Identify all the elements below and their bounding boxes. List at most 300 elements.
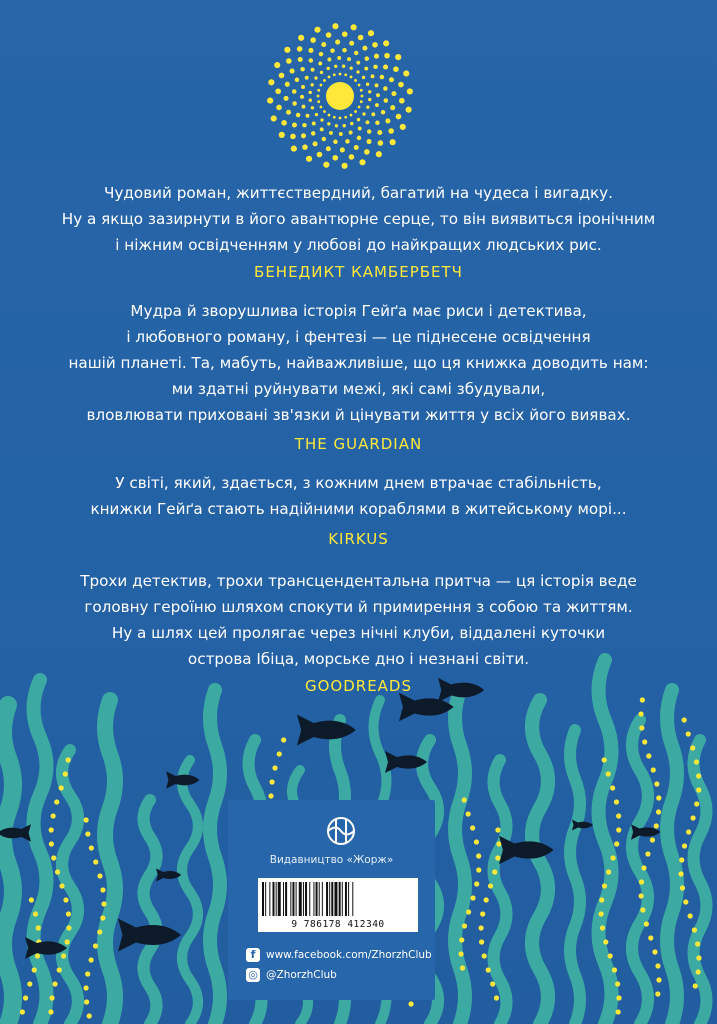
sun-ray-dot	[381, 110, 385, 114]
sun-ray-dot	[327, 67, 330, 70]
bubble-dot	[600, 925, 605, 930]
sun-ray-dot	[300, 67, 304, 71]
bubble-dot	[55, 869, 60, 874]
sun-ray-dot	[274, 62, 280, 68]
sun-ray-dot	[395, 54, 401, 60]
bubble-dot	[281, 737, 286, 742]
sun-ray-dot	[360, 89, 363, 92]
sun-ray-dot	[310, 83, 313, 86]
bubble-dot	[84, 999, 89, 1004]
sun-ray-dot	[279, 73, 285, 79]
quote-line: і ніжним освідченням у любові до найкращих людських рис.	[115, 236, 602, 254]
sun-ray-dot	[383, 64, 388, 69]
sun-ray-dot	[320, 127, 324, 131]
bubble-dot	[479, 939, 484, 944]
bubble-dot	[100, 887, 105, 892]
isbn-barcode	[258, 878, 418, 932]
quote-1	[40, 180, 677, 258]
sun-ray-dot	[339, 117, 342, 120]
bubble-dot	[84, 817, 89, 822]
bubble-dot	[610, 785, 615, 790]
bubble-dot	[87, 1013, 92, 1018]
bubble-dot	[688, 913, 693, 918]
sun-ray-dot	[326, 32, 332, 38]
sun-ray-dot	[356, 70, 359, 73]
bubble-dot	[83, 985, 88, 990]
barcode-bar	[299, 882, 302, 916]
bubble-dot	[696, 955, 701, 960]
seaweed-strand	[494, 760, 507, 1024]
bubble-dot	[693, 983, 698, 988]
sun-ray-dot	[365, 120, 369, 124]
sun-ray-dot	[326, 146, 331, 151]
bubble-dot	[476, 867, 481, 872]
sun-ray-dot	[347, 57, 351, 61]
quote-line: нашій планеті. Та, мабуть, найважливіше, що ця книжка доводить нам:	[68, 354, 649, 372]
barcode-bar	[329, 882, 330, 916]
sun-ray-dot	[359, 159, 365, 165]
bubble-dot	[640, 907, 645, 912]
facebook-icon: f	[246, 948, 260, 962]
bubble-dot	[89, 845, 94, 850]
sun-ray-dot	[301, 133, 306, 138]
bubble-dot	[639, 893, 644, 898]
bubble-dot	[478, 925, 483, 930]
sun-ray-dot	[335, 40, 340, 45]
bubble-dot	[645, 851, 650, 856]
sun-ray-dot	[373, 65, 377, 69]
bubble-dot	[272, 765, 277, 770]
sun-ray-dot	[310, 37, 316, 43]
sun-ray-dot	[349, 154, 355, 160]
sun-ray-dot	[320, 118, 323, 121]
bubble-dot	[49, 995, 54, 1000]
fish-icon	[297, 715, 356, 746]
bubble-dot	[656, 977, 661, 982]
quote-line: вловлювати приховані зв'язки й цінувати життя у всіх його виявах.	[86, 406, 631, 424]
barcode-bar	[334, 882, 337, 916]
sun-ray-dot	[311, 131, 315, 135]
bubble-dot	[486, 967, 491, 972]
bubble-dot	[656, 795, 661, 800]
sun-ray-dot	[407, 88, 413, 94]
bubble-dot	[678, 871, 683, 876]
bubble-dot	[612, 967, 617, 972]
bubble-dot	[614, 841, 619, 846]
bubble-dot	[615, 981, 620, 986]
sun-ray-dot	[333, 73, 336, 76]
barcode-bar	[296, 882, 297, 916]
bubble-dot	[650, 837, 655, 842]
sun-ray-dot	[367, 129, 371, 133]
bubble-dot	[27, 981, 32, 986]
barcode-bar	[290, 882, 291, 916]
bubble-dot	[690, 815, 695, 820]
sun-ray-dot	[323, 79, 326, 82]
sun-ray-dot	[317, 95, 320, 98]
sun-ray-dot	[322, 137, 326, 141]
seaweed-strand	[694, 740, 707, 1024]
bubble-dot	[494, 995, 499, 1000]
sun-ray-dot	[364, 67, 368, 71]
sun-ray-dot	[291, 146, 297, 152]
sun-ray-dot	[319, 52, 323, 56]
sun-ray-dot	[362, 76, 365, 79]
sun-ray-dot	[301, 85, 305, 89]
sun-ray-dot	[349, 66, 352, 69]
sun-ray-dot	[349, 41, 354, 46]
sun-ray-dot	[371, 74, 375, 78]
fish-body	[297, 715, 356, 746]
bubble-dot	[696, 787, 701, 792]
barcode-bar	[331, 882, 333, 916]
bubble-dot	[640, 697, 645, 702]
bubble-dot	[598, 911, 603, 916]
sun-ray-dot	[361, 95, 364, 98]
sun-ray-dot	[302, 105, 306, 109]
bubble-dot	[52, 981, 57, 986]
sun-ray-dot	[306, 114, 310, 118]
bubble-dot	[85, 831, 90, 836]
barcode-bars	[262, 882, 414, 916]
barcode-bar	[319, 882, 320, 916]
bubble-dot	[48, 1009, 53, 1014]
sun-ray-dot	[311, 68, 315, 72]
bubble-dot	[644, 921, 649, 926]
bubble-dot	[696, 969, 701, 974]
bubble-dot	[682, 843, 687, 848]
sun-ray-dot	[365, 56, 369, 60]
sun-ray-dot	[376, 93, 380, 97]
sun-ray-dot	[354, 51, 358, 55]
bubble-dot	[654, 823, 659, 828]
seaweed-strand	[570, 730, 580, 1024]
sun-ray-dot	[385, 118, 390, 123]
bubble-dot	[614, 799, 619, 804]
sun-ray-dot	[333, 116, 336, 119]
quote-2	[40, 298, 677, 428]
sun-ray-dot	[309, 99, 312, 102]
sun-ray-dot	[371, 112, 375, 116]
sun-ray-dot	[305, 76, 309, 80]
sun-ray-dot	[375, 103, 379, 107]
sun-ray-dot	[302, 144, 308, 150]
quote-line: книжки Гейґа стають надійними кораблями в житейському морі...	[90, 500, 627, 518]
bubble-dot	[603, 939, 608, 944]
barcode-bar	[322, 882, 323, 916]
sun-ray-dot	[378, 140, 384, 146]
barcode-bar	[283, 882, 284, 916]
sun-ray-dot	[320, 84, 323, 87]
bubble-dot	[97, 873, 102, 878]
bubble-dot	[462, 797, 467, 802]
sun-ray-dot	[357, 136, 361, 140]
sun-ray-dot	[354, 145, 359, 150]
bubble-dot	[602, 757, 607, 762]
sun-ray-dot	[406, 107, 412, 113]
bubble-dot	[49, 841, 54, 846]
isbn-number: 9 786178 412340	[291, 919, 385, 930]
facebook-link[interactable]: www.facebook.com/ZhorzhClub	[266, 949, 432, 961]
sun-ray-dot	[309, 91, 312, 94]
seaweed-strand	[632, 720, 648, 1024]
instagram-icon: ◎	[246, 968, 260, 982]
bubble-dot	[23, 995, 28, 1000]
sun-ray-dot	[399, 98, 405, 104]
sun-ray-dot	[306, 156, 312, 162]
sun-ray-dot	[320, 106, 323, 109]
sun-ray-dot	[314, 76, 317, 79]
sun-ray-dot	[360, 100, 363, 103]
barcode-bar	[316, 882, 318, 916]
quote-line: Ну а шлях цей пролягає через нічні клуби, віддалені куточки	[111, 624, 606, 642]
sun-ray-dot	[344, 73, 347, 76]
barcode-bar	[262, 882, 264, 916]
barcode-bar	[352, 882, 353, 916]
bubble-dot	[462, 923, 467, 928]
bubble-dot	[639, 879, 644, 884]
sun-ray-dot	[327, 122, 330, 125]
quote-4-source: GOODREADS	[304, 677, 413, 695]
sun-ray-dot	[350, 76, 353, 79]
bubble-dot	[474, 839, 479, 844]
sun-ray-dot	[366, 105, 369, 108]
bubble-dot	[57, 967, 62, 972]
bubble-dot	[679, 857, 684, 862]
sun-ray-dot	[330, 48, 334, 52]
sun-ray-dot	[368, 98, 371, 101]
bubble-dot	[20, 1009, 25, 1014]
barcode-bar	[339, 882, 341, 916]
sun-ray-dot	[340, 147, 345, 152]
sun-ray-dot	[323, 110, 326, 113]
sun-ray-dot	[296, 113, 300, 117]
sun-ray-dot	[383, 86, 387, 90]
bubble-dot	[686, 829, 691, 834]
bubble-dot	[63, 771, 68, 776]
sun-ray-dot	[297, 46, 303, 52]
sun-ray-dot	[275, 88, 281, 94]
bubble-dot	[277, 751, 282, 756]
sun-ray-dot	[335, 124, 338, 127]
bubble-dot	[33, 911, 38, 916]
bubble-dot	[484, 897, 489, 902]
bubble-dot	[51, 855, 56, 860]
bubble-dot	[51, 813, 56, 818]
bubble-dot	[466, 909, 471, 914]
bubble-dot	[646, 753, 651, 758]
barcode-bar	[265, 882, 266, 916]
bubble-dot	[101, 901, 106, 906]
sun-ray-dot	[290, 134, 296, 140]
bubble-dot	[651, 767, 656, 772]
quote-2-source: THE GUARDIAN	[294, 435, 423, 453]
seaweed-strand	[210, 690, 220, 1024]
barcode-bar	[269, 882, 270, 916]
sun-ray-dot	[292, 101, 296, 105]
sun-ray-dot	[314, 27, 320, 33]
bubble-dot	[652, 949, 657, 954]
sun-ray-dot	[309, 58, 313, 62]
sun-ray-dot	[276, 105, 282, 111]
sun-ray-dot	[342, 48, 346, 52]
publisher-name: Видавництво «Жорж»	[269, 854, 394, 866]
bubble-dot	[97, 929, 102, 934]
sun-ray-dot	[285, 82, 290, 87]
instagram-handle[interactable]: @ZhorzhClub	[266, 969, 337, 981]
bubble-dot	[93, 859, 98, 864]
bubble-dot	[616, 813, 621, 818]
quote-line: і любовного роману, і фентезі — це піднесене освідчення	[126, 328, 591, 346]
sun-ray-dot	[298, 35, 304, 41]
sun-ray-dot	[268, 79, 274, 85]
bubble-dot	[694, 801, 699, 806]
sun-ray-dot	[368, 30, 374, 36]
sun-ray-dot	[349, 131, 353, 135]
bubble-dot	[480, 911, 485, 916]
sun-ray-dot	[384, 98, 388, 102]
barcode-bar	[326, 882, 328, 916]
sun-ray-dot	[267, 97, 273, 103]
sun-ray-dot	[327, 58, 331, 62]
sun-ray-dot	[342, 65, 345, 68]
sun-ray-dot	[390, 139, 396, 145]
sun-ray-dot	[302, 123, 306, 127]
sun-ray-dot	[317, 100, 320, 103]
bubble-dot	[29, 897, 34, 902]
bubble-dot	[268, 793, 273, 798]
sun-ray-dot	[295, 78, 299, 82]
sun-ray-dot	[390, 105, 395, 110]
sun-ray-dot	[372, 42, 378, 48]
bubble-dot	[683, 899, 688, 904]
sun-ray-dot	[315, 113, 318, 116]
barcode-bar	[303, 882, 304, 916]
sun-ray-dot	[388, 128, 394, 134]
bubble-dot	[488, 883, 493, 888]
sun-ray-dot	[317, 89, 320, 92]
bubble-dot	[655, 991, 660, 996]
quote-line: Чудовий роман, життєствердний, багатий на чудеса і вигадку.	[104, 184, 613, 202]
quote-3-source: KIRKUS	[328, 530, 389, 548]
bubble-dot	[686, 731, 691, 736]
sun-ray-dot	[286, 58, 292, 64]
bubble-dot	[482, 953, 487, 958]
seaweed-strand	[3, 705, 13, 1024]
sun-ray-dot	[396, 114, 402, 120]
sun-ray-dot	[375, 83, 379, 87]
bubble-dot	[638, 711, 643, 716]
quote-line: ми здатні руйнувати межі, які самі збудували,	[171, 380, 546, 398]
bubble-dot	[466, 811, 471, 816]
sun-ray-dot	[321, 42, 326, 47]
sun-ray-dot	[384, 53, 390, 59]
sun-ray-dot	[398, 82, 404, 88]
bubble-dot	[495, 827, 500, 832]
bubble-dot	[32, 967, 37, 972]
seaweed-strand	[144, 800, 157, 1024]
bubble-dot	[682, 717, 687, 722]
sun-ray-dot	[358, 84, 361, 87]
sun-ray-dot	[312, 121, 316, 125]
publisher-panel	[228, 800, 435, 1000]
bubble-dot	[36, 925, 41, 930]
barcode-bar	[348, 882, 349, 916]
sun-ray-dot	[334, 65, 337, 68]
sun-ray-dot	[380, 75, 384, 79]
sun-ray-dot	[366, 83, 369, 86]
bubble-dot	[694, 759, 699, 764]
sun-ray-dot	[389, 77, 394, 82]
bubble-dot	[599, 897, 604, 902]
sun-ray-dot	[337, 56, 341, 60]
sun-ray-dot	[400, 124, 406, 130]
sun-ray-dot	[364, 149, 370, 155]
bubble-dot	[495, 855, 500, 860]
sun-ray-dot	[362, 46, 367, 51]
quote-1-source: БЕНЕДИКТ КАМБЕРБЕТЧ	[254, 263, 463, 281]
sun-ray-dot	[318, 62, 322, 66]
sun-ray-dot	[354, 110, 357, 113]
sun-ray-dot	[383, 40, 389, 46]
sun-ray-dot	[375, 121, 379, 125]
barcode-bar	[309, 882, 310, 916]
bubble-dot	[654, 781, 659, 786]
bubble-dot	[680, 885, 685, 890]
quote-line: Трохи детектив, трохи трансцендентальна притча — ця історія веде	[80, 572, 637, 590]
bubble-dot	[460, 965, 465, 970]
bubble-dot	[616, 1009, 621, 1014]
sun-ray-dot	[343, 124, 346, 127]
sun-ray-dot	[403, 70, 409, 76]
bubble-dot	[470, 825, 475, 830]
sun-ray-dot	[279, 132, 285, 138]
sun-ray-dot	[271, 115, 277, 121]
bubble-dot	[66, 757, 71, 762]
bubble-dot	[474, 881, 479, 886]
sun-ray-dot	[298, 57, 303, 62]
sun-ray-dot	[393, 66, 399, 72]
bubble-dot	[269, 779, 274, 784]
sun-ray-dot	[350, 114, 353, 117]
bubble-dot	[690, 745, 695, 750]
bubble-dot	[35, 953, 40, 958]
bubble-dot	[470, 895, 475, 900]
bubble-dot	[608, 953, 613, 958]
seaweed-strand	[105, 700, 115, 1024]
seaweed-strand	[667, 690, 677, 1024]
barcode-bar	[278, 882, 281, 916]
bubble-dot	[89, 957, 94, 962]
bubble-dot	[606, 771, 611, 776]
quote-line: головну героїню шляхом спокути й примирення з собою та життям.	[84, 598, 633, 616]
bubble-dot	[49, 827, 54, 832]
barcode-bar	[313, 882, 314, 916]
bubble-dot	[85, 971, 90, 976]
bubble-dot	[490, 981, 495, 986]
bubble-dot	[459, 937, 464, 942]
sun-ray-dot	[284, 96, 289, 101]
sun-ray-dot	[356, 61, 360, 65]
sun-ray-dot	[281, 120, 287, 126]
bubble-dot	[61, 953, 66, 958]
barcode-bar	[342, 882, 343, 916]
seaweed-strand	[182, 760, 198, 1024]
sun-ray-dot	[351, 24, 357, 30]
sun-ray-dot	[350, 122, 353, 125]
bubble-dot	[642, 739, 647, 744]
sun-ray-dot	[368, 90, 371, 93]
